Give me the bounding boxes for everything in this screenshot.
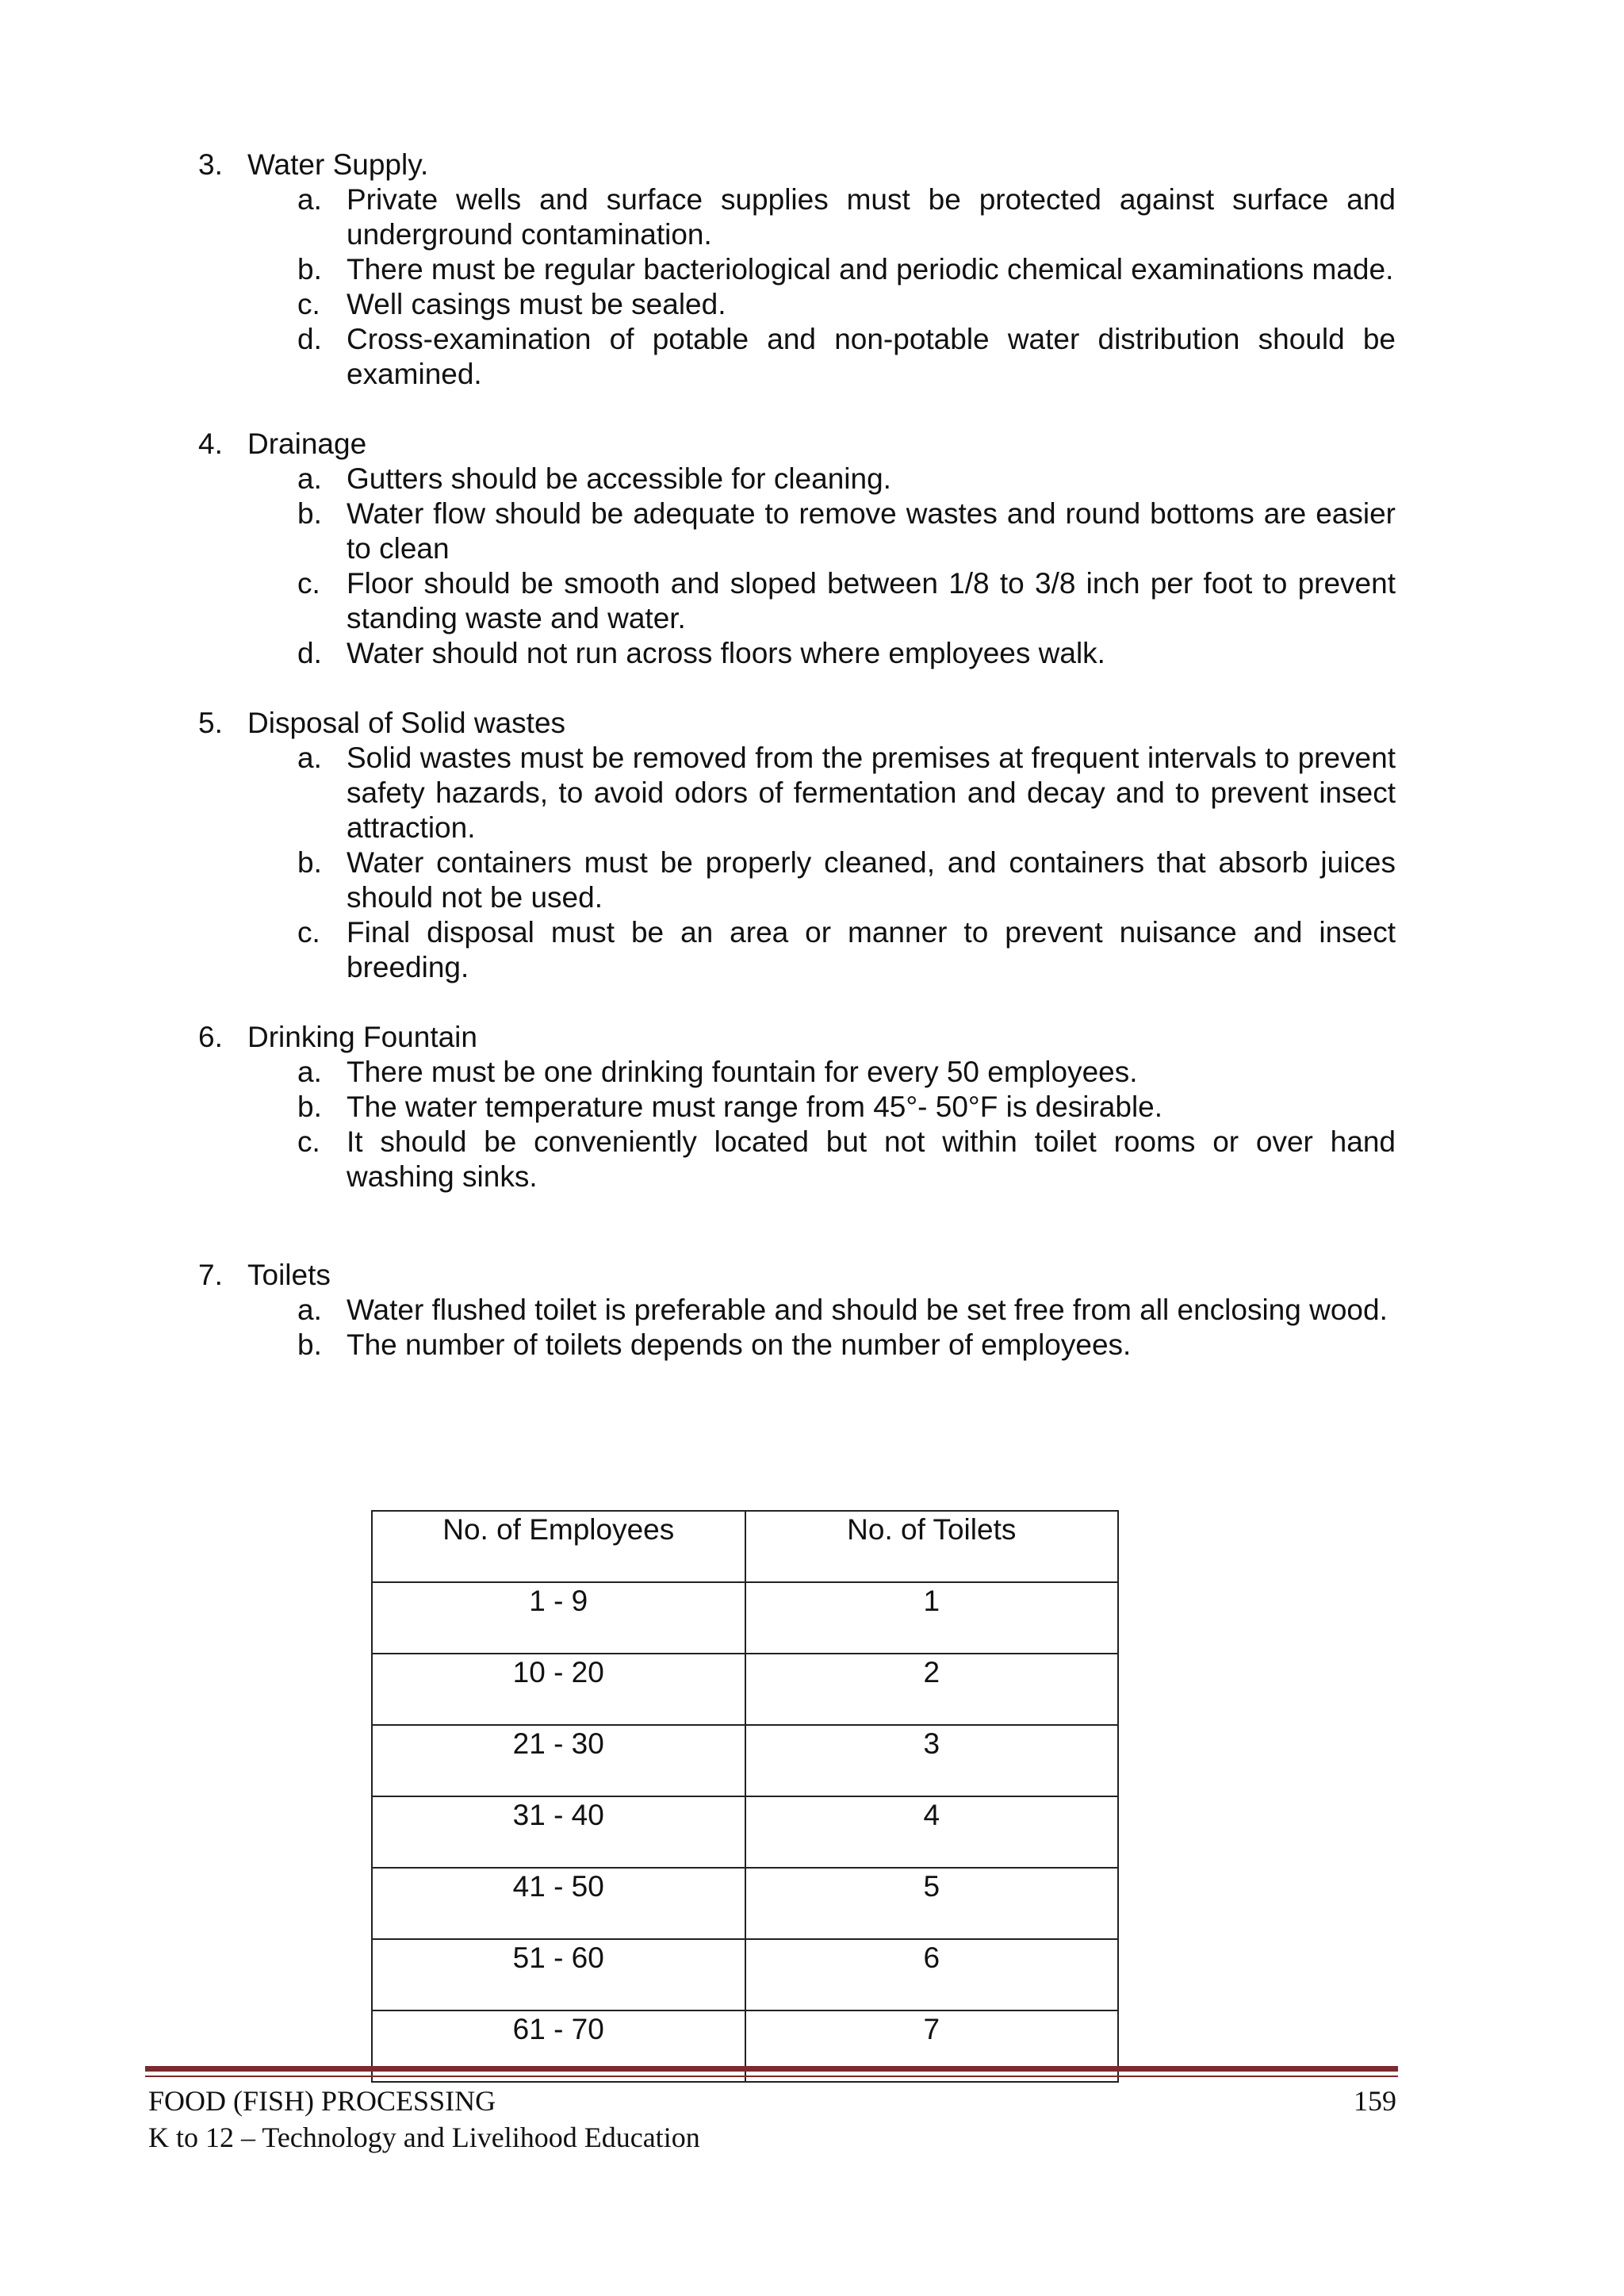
item-text: Solid wastes must be removed from the premises at frequent intervals to prevent safety hazards, to avoid odors of fermentation and decay and to prevent insect attraction. (347, 742, 1396, 844)
list-item (297, 636, 1396, 671)
table-cell: 61 - 70 (372, 2010, 745, 2082)
item-letter: c. (297, 288, 320, 320)
list-item (297, 1090, 1396, 1125)
section-number: 3. (198, 148, 223, 181)
footer-divider-thick (145, 2066, 1398, 2072)
section-title: Water Supply. (247, 148, 429, 181)
table-header-employees: No. of Employees (372, 1511, 745, 1582)
item-text: Floor should be smooth and sloped between 1/8 to 3/8 inch per foot to prevent standing waste and water. (347, 567, 1396, 634)
footer-divider-thin (145, 2076, 1398, 2077)
list-item (297, 252, 1396, 287)
section-toilets (198, 1258, 1396, 1363)
document-body (198, 148, 1396, 1397)
table-cell: 6 (745, 1939, 1119, 2010)
item-text: The water temperature must range from 45°- 50°F is desirable. (347, 1091, 1163, 1123)
section-title: Disposal of Solid wastes (247, 707, 566, 739)
list-item (297, 741, 1396, 845)
section-drainage (198, 427, 1396, 671)
table-row (372, 1725, 1118, 1796)
section-number: 6. (198, 1021, 223, 1053)
list-item (297, 915, 1396, 985)
list-item (297, 182, 1396, 252)
item-letter: c. (297, 567, 320, 600)
table-cell: 5 (745, 1868, 1119, 1939)
table-cell: 3 (745, 1725, 1119, 1796)
table-cell: 41 - 50 (372, 1868, 745, 1939)
section-water-supply (198, 148, 1396, 392)
table-cell: 51 - 60 (372, 1939, 745, 2010)
table-row (372, 1939, 1118, 2010)
item-letter: b. (297, 1328, 322, 1361)
table-cell: 2 (745, 1654, 1119, 1725)
item-letter: b. (297, 1091, 322, 1123)
section-number: 7. (198, 1259, 223, 1291)
list-item (297, 1125, 1396, 1194)
section-solid-wastes (198, 706, 1396, 985)
list-item (297, 1328, 1396, 1363)
item-text: Final disposal must be an area or manner to prevent nuisance and insect breeding. (347, 916, 1396, 983)
item-letter: a. (297, 183, 322, 216)
list-item (297, 1055, 1396, 1090)
item-text: Water containers must be properly cleaned, and containers that absorb juices should not be used. (347, 846, 1396, 914)
list-item (297, 287, 1396, 322)
table-cell: 4 (745, 1796, 1119, 1868)
section-title: Toilets (247, 1259, 331, 1291)
item-text: Cross-examination of potable and non-potable water distribution should be examined. (347, 323, 1396, 390)
item-letter: a. (297, 1056, 322, 1088)
section-drinking-fountain (198, 1020, 1396, 1194)
table-cell: 31 - 40 (372, 1796, 745, 1868)
list-item (297, 322, 1396, 392)
section-number: 4. (198, 427, 223, 460)
section-title: Drinking Fountain (247, 1021, 477, 1053)
toilets-table (371, 1510, 1119, 2083)
item-text: Water flow should be adequate to remove wastes and round bottoms are easier to clean (347, 497, 1396, 565)
footer-subtitle: K to 12 – Technology and Livelihood Education (148, 2122, 700, 2153)
item-letter: d. (297, 323, 322, 355)
page-number: 159 (1354, 2085, 1396, 2117)
table-row (372, 1796, 1118, 1868)
section-title: Drainage (247, 427, 367, 460)
list-item (297, 496, 1396, 566)
item-text: Gutters should be accessible for cleaning. (347, 462, 891, 495)
item-letter: a. (297, 462, 322, 495)
item-letter: a. (297, 1294, 322, 1326)
table-cell: 1 (745, 1582, 1119, 1654)
item-letter: c. (297, 1125, 320, 1158)
table-row (372, 1868, 1118, 1939)
item-text: Water should not run across floors where employees walk. (347, 637, 1105, 669)
item-text: Water flushed toilet is preferable and should be set free from all enclosing wood. (347, 1294, 1388, 1326)
item-letter: d. (297, 637, 322, 669)
item-text: There must be one drinking fountain for every 50 employees. (347, 1056, 1138, 1088)
list-item (297, 462, 1396, 496)
list-item (297, 566, 1396, 636)
page-footer (148, 2083, 1396, 2156)
table-header-toilets: No. of Toilets (745, 1511, 1119, 1582)
table-cell: 7 (745, 2010, 1119, 2082)
item-text: Well casings must be sealed. (347, 288, 726, 320)
item-letter: b. (297, 846, 322, 879)
item-letter: c. (297, 916, 320, 949)
table-row (372, 1582, 1118, 1654)
table-row (372, 1654, 1118, 1725)
table-cell: 21 - 30 (372, 1725, 745, 1796)
list-item (297, 1293, 1396, 1328)
item-text: There must be regular bacteriological and periodic chemical examinations made. (347, 253, 1394, 286)
item-letter: b. (297, 497, 322, 530)
list-item (297, 845, 1396, 915)
section-number: 5. (198, 707, 223, 739)
item-letter: a. (297, 742, 322, 774)
item-text: The number of toilets depends on the number of employees. (347, 1328, 1132, 1361)
table-header-row (372, 1511, 1118, 1582)
item-letter: b. (297, 253, 322, 286)
table-cell: 10 - 20 (372, 1654, 745, 1725)
table-cell: 1 - 9 (372, 1582, 745, 1654)
footer-title: FOOD (FISH) PROCESSING (148, 2085, 496, 2117)
item-text: It should be conveniently located but not within toilet rooms or over hand washing sinks. (347, 1125, 1396, 1193)
item-text: Private wells and surface supplies must be protected against surface and underground contamination. (347, 183, 1396, 251)
